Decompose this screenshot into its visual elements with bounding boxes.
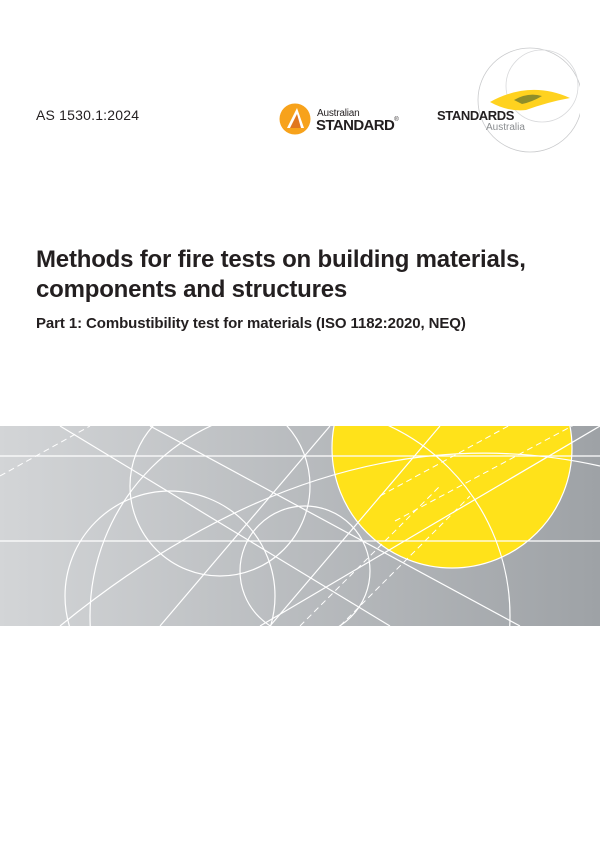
australian-standard-logo [279, 100, 399, 140]
logo-big-text: STANDARD® [316, 117, 399, 134]
australian-standard-mark-icon [279, 102, 311, 136]
decorative-geometric-band [0, 426, 600, 626]
document-title: Methods for fire tests on building materials, components and structures [36, 246, 526, 303]
standards-australia-sub: Australia [486, 122, 525, 133]
standards-australia-name: STANDARDS [437, 108, 515, 123]
logo-small-text: Australian [317, 108, 360, 119]
standard-number: AS 1530.1:2024 [36, 107, 140, 123]
registered-mark: ® [394, 117, 399, 123]
document-subtitle: Part 1: Combustibility test for materials (ISO 1182:2020, NEQ) [36, 315, 466, 332]
